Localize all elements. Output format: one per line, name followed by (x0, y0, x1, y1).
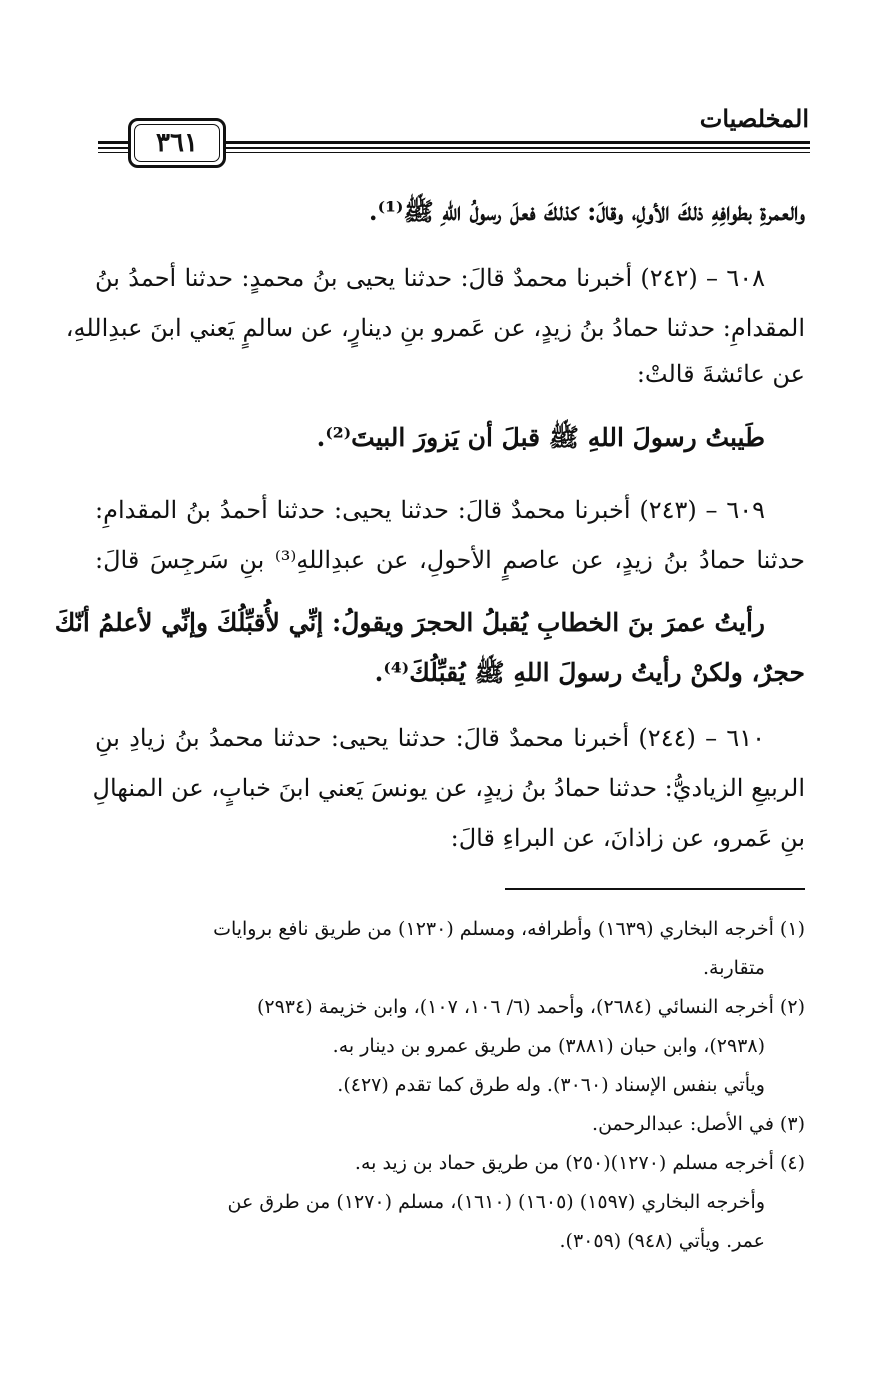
running-title: المخلصيات (699, 104, 809, 133)
footnote-line: (٢٩٣٨)، وابن حبان (٣٨٨١) من طريق عمرو بن دينار به. (332, 1035, 765, 1057)
hadith-608-line: ٦٠٨ – (٢٤٢) أخبرنا محمدٌ قالَ: حدثنا يحيى بنُ محمدٍ: حدثنا أحمدُ بنُ (95, 264, 766, 292)
hadith-609-line: ٦٠٩ – (٢٤٣) أخبرنا محمدٌ قالَ: حدثنا يحيى: حدثنا أحمدُ بنُ المقدامِ: (95, 496, 766, 524)
hadith-609-matn: رأيتُ عمرَ بنَ الخطابِ يُقبلُ الحجرَ ويقولُ: إنِّي لأُقبِّلُكَ وإنِّي لأعلمُ أنّكَ (54, 608, 765, 637)
hadith-610-line: ٦١٠ – (٢٤٤) أخبرنا محمدٌ قالَ: حدثنا يحيى: حدثنا محمدُ بنُ زيادِ بنِ (95, 724, 766, 752)
page-number: ٣٦١ (156, 128, 198, 158)
footnote-line: (٢) أخرجه النسائي (٢٦٨٤)، وأحمد (٦/ ١٠٦، ١٠٧)، وابن خزيمة (٢٩٣٤) (256, 996, 805, 1018)
hadith-610-line: بنِ عَمرو، عن زاذانَ، عن البراءِ قالَ: (450, 824, 805, 852)
hadith-609-line: حدثنا حمادُ بنُ زيدٍ، عن عاصمٍ الأحولِ، عن عبدِاللهِ⁽³⁾ بنِ سَرجِسَ قالَ: (95, 546, 805, 574)
footnote-line: عمر. ويأتي (٩٤٨) (٣٠٥٩). (559, 1230, 765, 1252)
footnote-line: ويأتي بنفس الإسناد (٣٠٦٠). وله طرق كما تقدم (٤٢٧). (337, 1074, 765, 1096)
footnote-line: متقاربة. (702, 957, 765, 979)
hadith-608-line: عن عائشةَ قالتْ: (636, 360, 805, 388)
footnote-line: وأخرجه البخاري (١٥٩٧) (١٦٠٥) (١٦١٠)، مسلم (١٢٧٠) من طرق عن (227, 1191, 765, 1213)
hadith-609-matn: حجرٌ، ولكنْ رأيتُ رسولَ اللهِ ﷺ يُقبِّلُكَ⁽⁴⁾. (374, 658, 805, 687)
footnote-line: (١) أخرجه البخاري (١٦٣٩) وأطرافه، ومسلم (١٢٣٠) من طريق نافع بروايات (213, 918, 805, 940)
footnote-line: (٣) في الأصل: عبدالرحمن. (592, 1113, 805, 1135)
footnote-separator (505, 888, 805, 890)
footnote-line: (٤) أخرجه مسلم (١٢٧٠)(٢٥٠) من طريق حماد بن زيد به. (354, 1152, 805, 1174)
hadith-608-line: المقدامِ: حدثنا حمادُ بنُ زيدٍ، عن عَمرو بنِ دينارٍ، عن سالمٍ يَعني ابنَ عبدِاللهِ، (65, 314, 805, 342)
page-number-box (128, 118, 226, 168)
text-line: والعمرةِ بطوافِهِ ذلكَ الأولِ، وقالَ: كذلكَ فعلَ رسولُ اللهِ ﷺ⁽¹⁾. (368, 197, 805, 226)
hadith-608-matn: طَيبتُ رسولَ اللهِ ﷺ قبلَ أن يَزورَ البيتَ⁽²⁾. (316, 423, 765, 452)
hadith-610-line: الربيعِ الزياديُّ: حدثنا حمادُ بنُ زيدٍ، عن يونسَ يَعني ابنَ خبابٍ، عن المنهالِ (92, 774, 805, 802)
